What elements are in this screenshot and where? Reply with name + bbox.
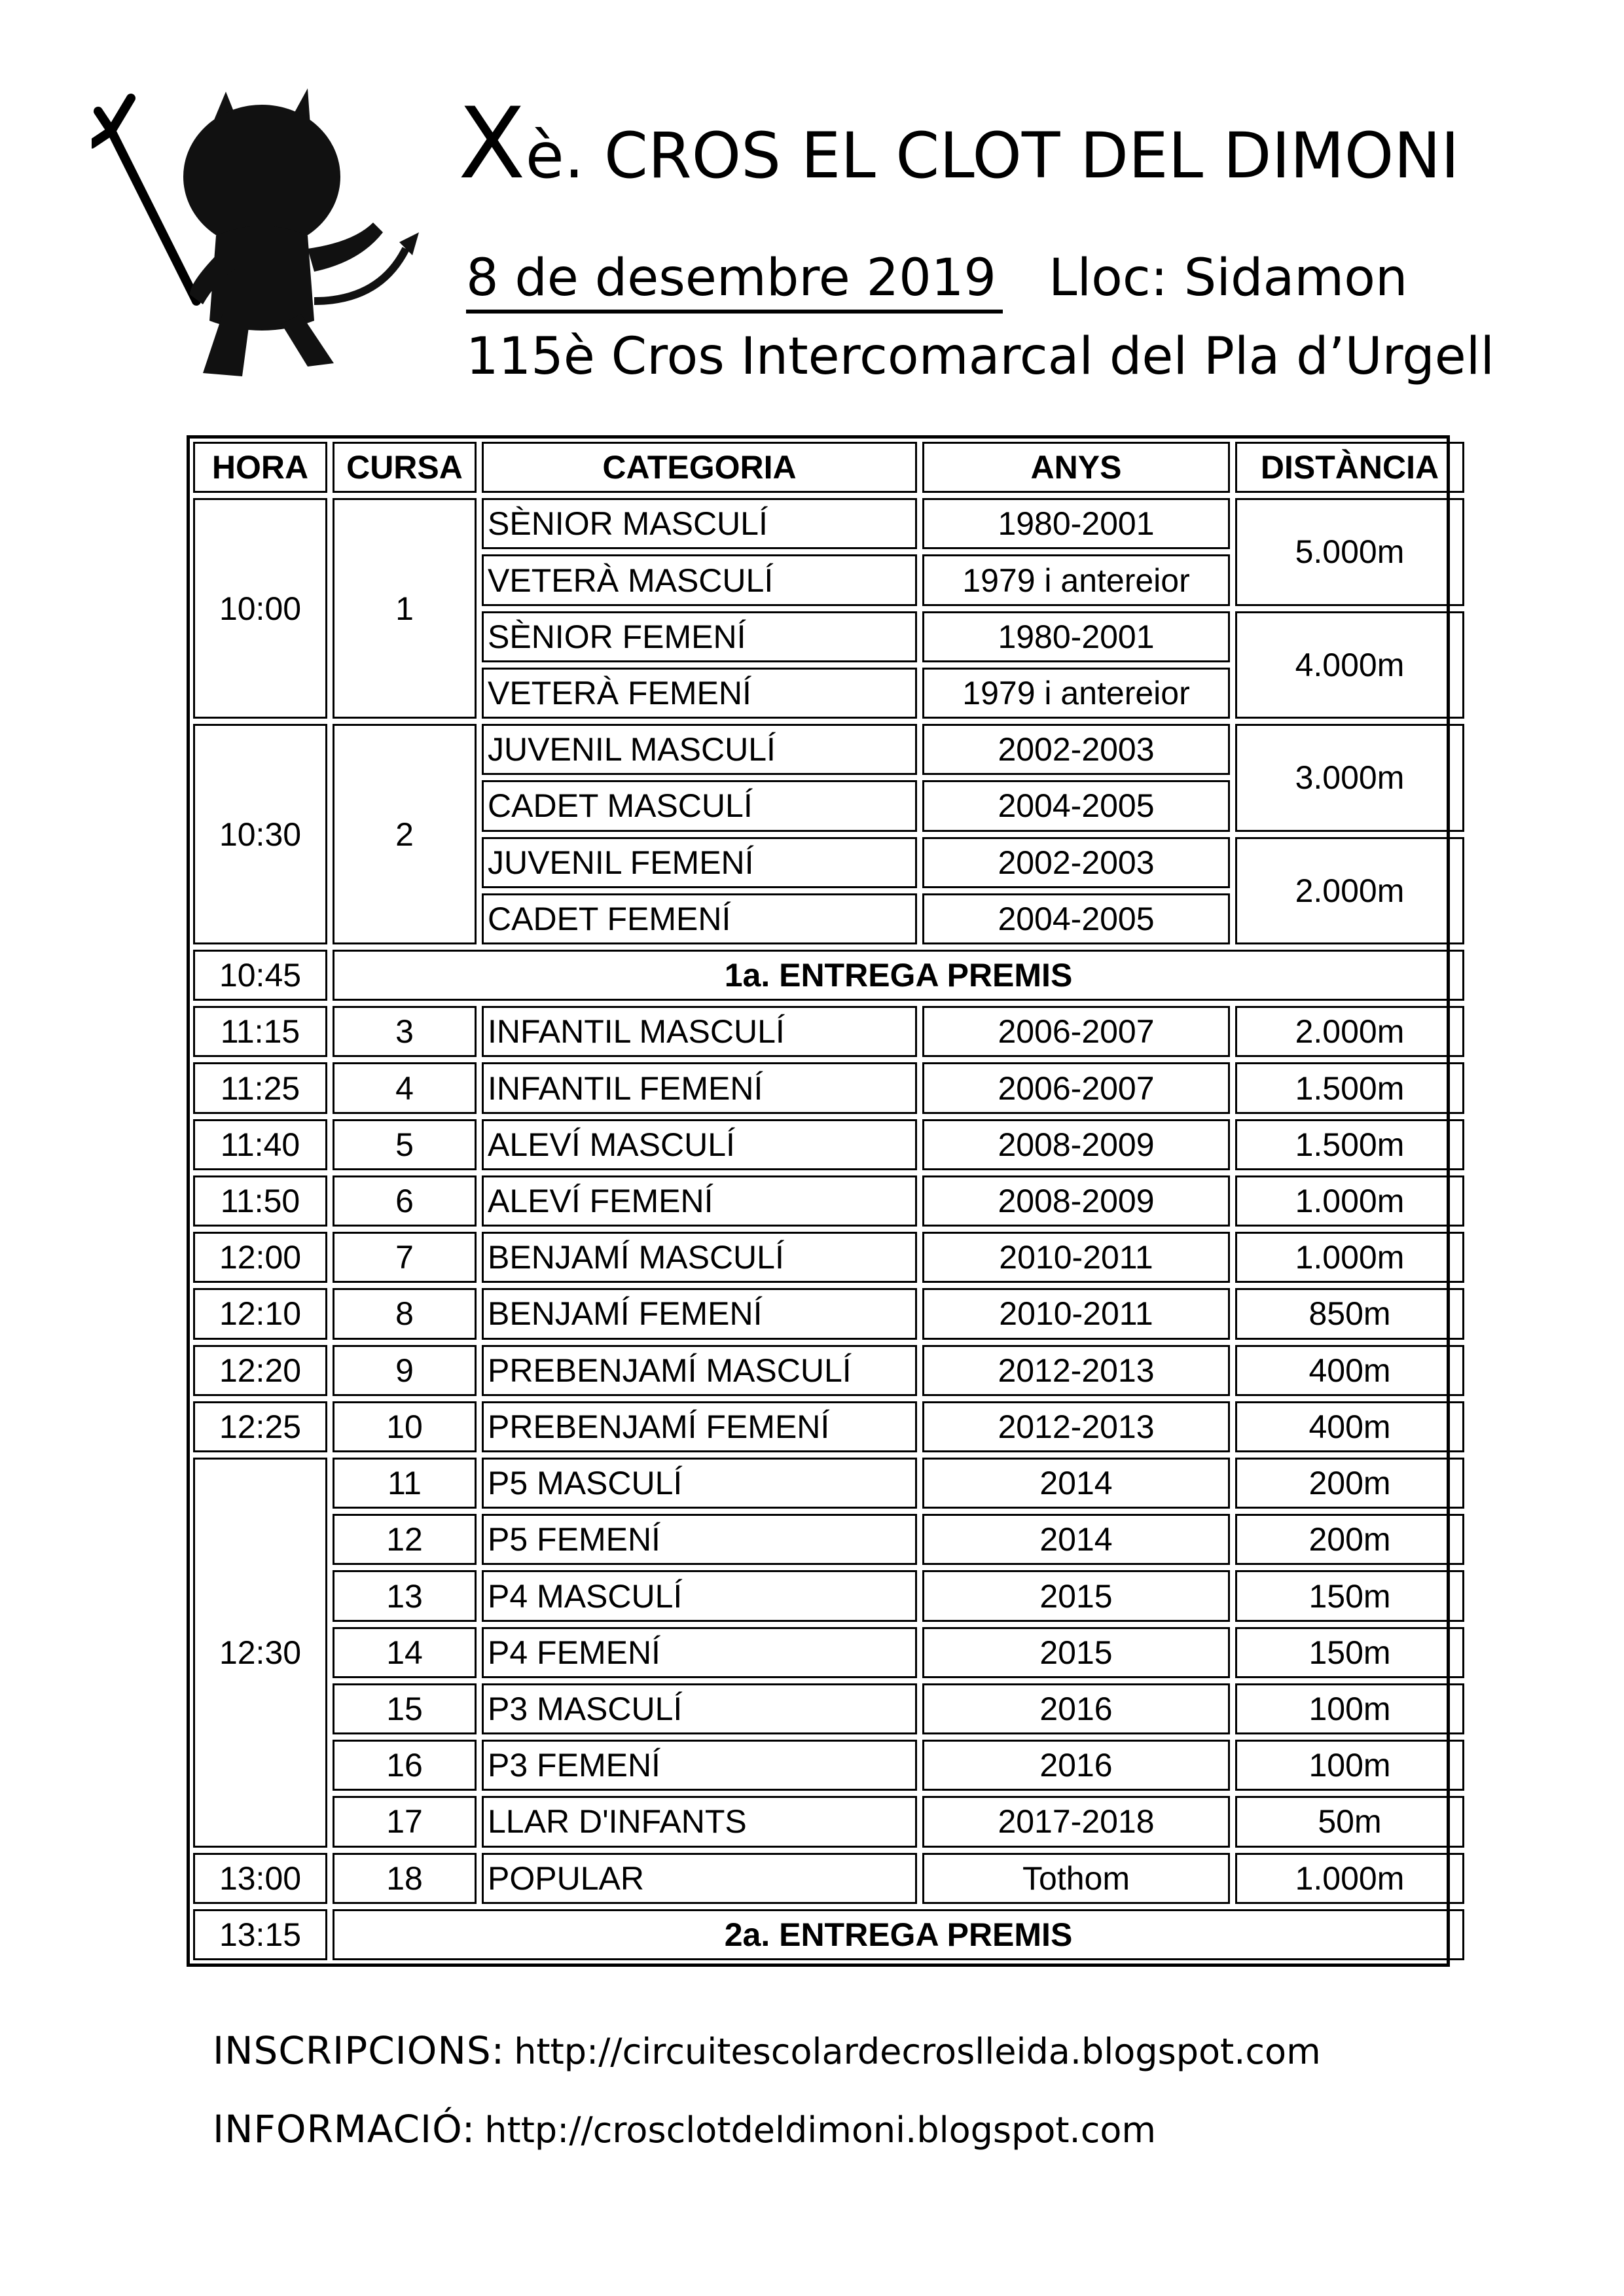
table-row-hora: 11:40 [193, 1119, 327, 1170]
block3-cursa: 14 [333, 1627, 477, 1678]
event-date: 8 de desembre 2019 [466, 247, 1003, 314]
table-row-hora: 12:20 [193, 1345, 327, 1396]
table-row-dist: 850m [1235, 1288, 1464, 1339]
block1-anys-1: 1980-2001 [922, 498, 1230, 549]
block3-cat: P4 FEMENÍ [482, 1627, 917, 1678]
table-row-cursa: 6 [333, 1175, 477, 1227]
block3-anys: 2014 [922, 1514, 1230, 1565]
table-row-cursa: 7 [333, 1232, 477, 1283]
block1-anys-3: 1980-2001 [922, 611, 1230, 662]
block1-cat-1: SÈNIOR MASCULÍ [482, 498, 917, 549]
block1-anys-4: 1979 i antereior [922, 668, 1230, 719]
table-row-hora: 11:25 [193, 1062, 327, 1113]
block3-cat: P4 MASCULÍ [482, 1570, 917, 1621]
block3-dist: 150m [1235, 1627, 1464, 1678]
premis1-label: 1a. ENTREGA PREMIS [333, 950, 1464, 1001]
table-row-dist: 1.500m [1235, 1119, 1464, 1170]
popular-cat: POPULAR [482, 1853, 917, 1904]
block3-dist: 100m [1235, 1740, 1464, 1791]
header-hora: HORA [193, 442, 327, 493]
date-location-line [466, 242, 1592, 314]
table-row-dist: 1.000m [1235, 1232, 1464, 1283]
block3-anys: 2015 [922, 1570, 1230, 1621]
popular-cursa: 18 [333, 1853, 477, 1904]
block2-dist-2: 2.000m [1235, 837, 1464, 944]
inscripcions-line [213, 2015, 1555, 2087]
table-row-cat: ALEVÍ MASCULÍ [482, 1119, 917, 1170]
block3-cat: P3 MASCULÍ [482, 1683, 917, 1734]
table-row-dist: 400m [1235, 1401, 1464, 1452]
block3-cursa: 16 [333, 1740, 477, 1791]
table-row-hora: 11:50 [193, 1175, 327, 1227]
block2-cat-2: CADET MASCULÍ [482, 780, 917, 831]
block3-anys: 2016 [922, 1683, 1230, 1734]
table-row-dist: 1.500m [1235, 1062, 1464, 1113]
block3-anys: 2014 [922, 1458, 1230, 1509]
table-row-anys: 2010-2011 [922, 1232, 1230, 1283]
table-row-anys: 2006-2007 [922, 1062, 1230, 1113]
block2-cat-3: JUVENIL FEMENÍ [482, 837, 917, 888]
table-row-dist: 2.000m [1235, 1006, 1464, 1057]
block3-anys: 2016 [922, 1740, 1230, 1791]
devil-logo [92, 85, 432, 386]
block2-anys-4: 2004-2005 [922, 893, 1230, 944]
block2-cat-1: JUVENIL MASCULÍ [482, 724, 917, 775]
table-row-cat: PREBENJAMÍ FEMENÍ [482, 1401, 917, 1452]
table-row-cat: INFANTIL FEMENÍ [482, 1062, 917, 1113]
event-title [458, 79, 1571, 209]
header-distancia: DISTÀNCIA [1235, 442, 1464, 493]
block3-anys: 2015 [922, 1627, 1230, 1678]
table-row-hora: 12:10 [193, 1288, 327, 1339]
block3-dist: 100m [1235, 1683, 1464, 1734]
popular-anys: Tothom [922, 1853, 1230, 1904]
block3-cursa: 11 [333, 1458, 477, 1509]
block3-cat: LLAR D'INFANTS [482, 1796, 917, 1847]
table-row-anys: 2006-2007 [922, 1006, 1230, 1057]
block1-cat-3: SÈNIOR FEMENÍ [482, 611, 917, 662]
block3-cat: P5 FEMENÍ [482, 1514, 917, 1565]
title-x: X [458, 87, 526, 201]
table-row-cat: PREBENJAMÍ MASCULÍ [482, 1345, 917, 1396]
premis2-label: 2a. ENTREGA PREMIS [333, 1909, 1464, 1960]
block3-hora: 12:30 [193, 1458, 327, 1848]
table-row-anys: 2008-2009 [922, 1175, 1230, 1227]
header-anys: ANYS [922, 442, 1230, 493]
informacio-link[interactable]: http://crosclotdeldimoni.blogspot.com [484, 2109, 1157, 2151]
table-row-cursa: 4 [333, 1062, 477, 1113]
table-row-anys: 2008-2009 [922, 1119, 1230, 1170]
header-categoria: CATEGORIA [482, 442, 917, 493]
block3-dist: 150m [1235, 1570, 1464, 1621]
event-subtitle: 115è Cros Intercomarcal del Pla d’Urgell [466, 327, 1495, 386]
schedule-table [187, 435, 1450, 1967]
block1-cat-2: VETERÀ MASCULÍ [482, 554, 917, 605]
block2-anys-3: 2002-2003 [922, 837, 1230, 888]
popular-hora: 13:00 [193, 1853, 327, 1904]
block3-anys: 2017-2018 [922, 1796, 1230, 1847]
table-row-anys: 2010-2011 [922, 1288, 1230, 1339]
popular-dist: 1.000m [1235, 1853, 1464, 1904]
block1-cat-4: VETERÀ FEMENÍ [482, 668, 917, 719]
block1-cursa: 1 [333, 498, 477, 719]
table-row-hora: 12:00 [193, 1232, 327, 1283]
title-rest: è. CROS EL CLOT DEL DIMONI [525, 119, 1460, 192]
block3-dist: 50m [1235, 1796, 1464, 1847]
block1-dist-1: 5.000m [1235, 498, 1464, 605]
block2-anys-2: 2004-2005 [922, 780, 1230, 831]
block3-cursa: 13 [333, 1570, 477, 1621]
block1-dist-2: 4.000m [1235, 611, 1464, 719]
table-row-cat: INFANTIL MASCULÍ [482, 1006, 917, 1057]
premis2-hora: 13:15 [193, 1909, 327, 1960]
block3-cursa: 15 [333, 1683, 477, 1734]
block3-cat: P5 MASCULÍ [482, 1458, 917, 1509]
table-row-cursa: 5 [333, 1119, 477, 1170]
block2-cursa: 2 [333, 724, 477, 944]
block2-hora: 10:30 [193, 724, 327, 944]
block3-cursa: 12 [333, 1514, 477, 1565]
block3-dist: 200m [1235, 1458, 1464, 1509]
premis1-hora: 10:45 [193, 950, 327, 1001]
table-row-anys: 2012-2013 [922, 1401, 1230, 1452]
block2-dist-1: 3.000m [1235, 724, 1464, 831]
block3-cat: P3 FEMENÍ [482, 1740, 917, 1791]
table-row-cursa: 8 [333, 1288, 477, 1339]
block2-anys-1: 2002-2003 [922, 724, 1230, 775]
table-row-hora: 12:25 [193, 1401, 327, 1452]
table-row-dist: 1.000m [1235, 1175, 1464, 1227]
table-row-cursa: 10 [333, 1401, 477, 1452]
inscripcions-label: INSCRIPCIONS: [213, 2028, 505, 2073]
table-row-cursa: 9 [333, 1345, 477, 1396]
table-row-hora: 11:15 [193, 1006, 327, 1057]
table-row-cat: BENJAMÍ FEMENÍ [482, 1288, 917, 1339]
table-row-cat: ALEVÍ FEMENÍ [482, 1175, 917, 1227]
block1-hora: 10:00 [193, 498, 327, 719]
event-location: Lloc: Sidamon [1049, 249, 1408, 308]
table-row-cursa: 3 [333, 1006, 477, 1057]
block3-cursa: 17 [333, 1796, 477, 1847]
table-row-cat: BENJAMÍ MASCULÍ [482, 1232, 917, 1283]
inscripcions-link[interactable]: http://circuitescolardecroslleida.blogspot.com [514, 2031, 1321, 2072]
informacio-label: INFORMACIÓ: [213, 2107, 476, 2151]
block1-anys-2: 1979 i antereior [922, 554, 1230, 605]
header-cursa: CURSA [333, 442, 477, 493]
informacio-line [213, 2093, 1555, 2165]
block3-dist: 200m [1235, 1514, 1464, 1565]
table-row-dist: 400m [1235, 1345, 1464, 1396]
table-row-anys: 2012-2013 [922, 1345, 1230, 1396]
block2-cat-4: CADET FEMENÍ [482, 893, 917, 944]
